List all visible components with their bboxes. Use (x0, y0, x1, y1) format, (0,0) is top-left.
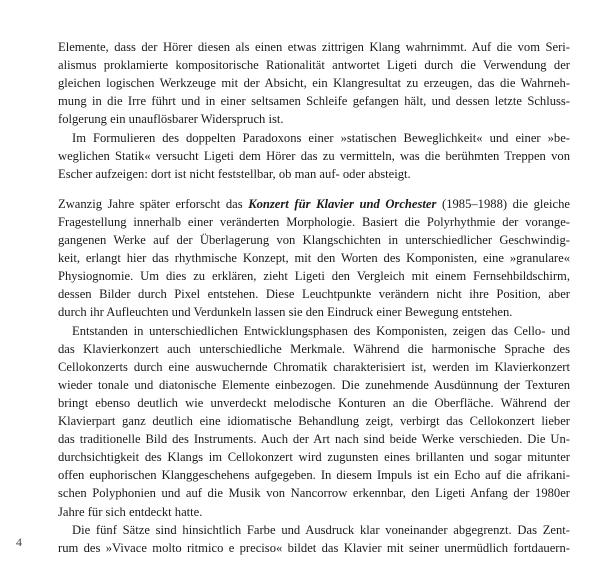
paragraph-3-line-1 (58, 195, 570, 213)
paragraph-3-line-3: gangenen Werke auf der Überlagerung von Klangschichten in unterschiedlicher Geschwindig- (58, 233, 570, 247)
paragraph-2-line-3: Escher aufzeigen: dort ist nicht feststellbar, ob man auf- oder absteigt. (58, 166, 411, 181)
paragraph-1-line-2: alismus proklamierte kompositorische Rationalität antwortet Ligeti durch die Verwendung der (58, 58, 570, 73)
paragraph-3-line-7: durch ihr Aufleuchten und Verdunkeln lassen sie den Eindruck einer Bewegung entstehen. (58, 305, 513, 320)
paragraph-4-line-5: bringt ebenso deutlich wie unverdeckt melodische Konturen an die Oberfläche. Während der (58, 395, 570, 410)
paragraph-3-line-5: Physiognomie. Um dies zu erklären, zieht Ligeti den Vergleich mit einem Fernsehbildschirm, (58, 269, 570, 284)
paragraph-4-line-8: durchsichtigkeit des Klangs im Cellokonzert wird zugunsten eines brillanten und sogar mitunter (58, 450, 570, 465)
paragraph-1-line-4: mung in die Irre führt und in einer seltsamen Schleife gefangen hält, und dessen letzte Schluss- (58, 94, 570, 109)
paragraph-4-line-11: Jahre für sich entdeckt hatte. (58, 504, 203, 519)
paragraph-3-line-2: Fragestellung innerhalb einer veränderten Morphologie. Basiert die Polyrhythmie der vorange- (58, 214, 570, 229)
page-number: 4 (16, 535, 22, 549)
paragraph-3-line-4: keit, erlangt hier das rhythmische Konzept, mit den Worten des Komponisten, eine »granulare« (58, 251, 570, 266)
paragraph-1-line-5: folgerung ein unauflösbarer Widerspruch ist. (58, 112, 284, 127)
paragraph-4-line-7: das traditionelle Bild des Instruments. Auch der Art nach sind beide Werke verschieden. Die Un- (58, 432, 570, 447)
paragraph-4-line-2: das Klavierkonzert auch unterschiedliche Merkmale. Während die harmonische Sprache des (58, 341, 570, 356)
paragraph-4-line-4: wieder tonale und diatonische Elemente einbezogen. Die zunehmende Ausdünnung der Texturen (58, 377, 570, 392)
paragraph-3-line-1-outro: (1985–1988) die gleiche (436, 196, 570, 211)
paragraph-2-line-2: weglichen Statik« versucht Ligeti dem Hörer das zu vermitteln, was die berühmten Treppen von (58, 148, 570, 163)
paragraph-4-line-10: schen Polyphonien und auf die Musik von Nancorrow erkennbar, den Ligeti Anfang der 1980er (58, 486, 570, 501)
paragraph-1-line-3: gleichen logischen Werkzeuge mit der Absicht, ein Klangresultat zu erzeugen, das die Wahrneh- (58, 76, 570, 91)
paragraph-5-line-1: Die fünf Sätze sind hinsichtlich Farbe und Ausdruck klar voneinander abgegrenzt. Das Zent- (72, 522, 570, 537)
paragraph-3-line-6: dessen Bilder durch Pixel entstehen. Diese Leuchtpunkte verändern nicht ihre Position, aber (58, 287, 570, 302)
paragraph-3-line-1-intro: Zwanzig Jahre später erforscht das (58, 196, 249, 211)
work-title: Konzert für Klavier und Orchester (248, 196, 437, 211)
paragraph-1-line-1: Elemente, dass der Hörer diesen als einen etwas zittrigen Klang wahrnimmt. Auf die vom Seri- (58, 40, 570, 54)
paragraph-4-line-1: Entstanden in unterschiedlichen Entwicklungsphasen des Komponisten, zeigen das Cello- und (72, 323, 570, 338)
paragraph-4-line-9: offen euphorischen Klanggeschehens aufgegeben. In diesem Impuls ist ein Echo auf die afrikani- (58, 468, 570, 483)
paragraph-5-line-2: rum des »Vivace molto ritmico e preciso« bildet das Klavier mit seiner unermüdlich fortdauern- (58, 540, 570, 555)
paragraph-2-line-1: Im Formulieren des doppelten Paradoxons einer »statischen Beweglichkeit« und einer »be- (72, 130, 570, 145)
paragraph-4-line-3: Cellokonzerts durch eine auswuchernde Chromatik charakterisiert ist, werden im Klavierkonzert (58, 359, 570, 374)
paragraph-4-line-6: Klavierpart ganz deutlich eine idiomatische Behandlung zeigt, verbirgt das Cellokonzert lieber (58, 414, 570, 428)
